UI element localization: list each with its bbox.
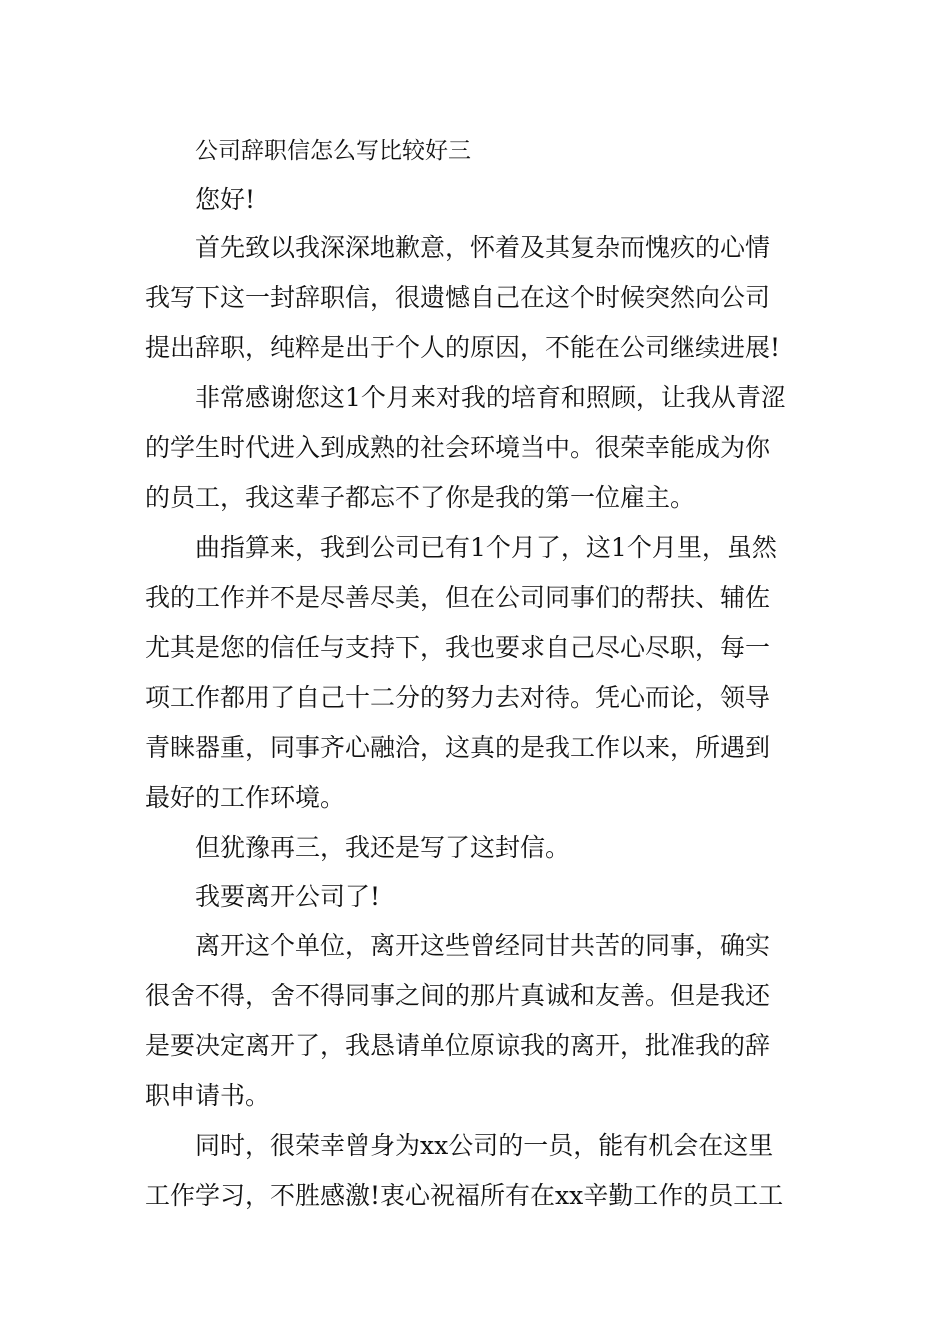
paragraph-line: 很舍不得，舍不得同事之间的那片真诚和友善。但是我还 [145, 981, 771, 1010]
paragraph-line: 我写下这一封辞职信，很遗憾自己在这个时候突然向公司 [145, 283, 771, 312]
paragraph-line: 离开这个单位，离开这些曾经同甘共苦的同事，确实 [195, 931, 771, 960]
paragraph-line: 曲指算来，我到公司已有1个月了，这1个月里，虽然 [195, 533, 777, 562]
paragraph-line: 提出辞职，纯粹是出于个人的原因，不能在公司继续进展! [145, 333, 781, 362]
paragraph-line: 是要决定离开了，我恳请单位原谅我的离开，批准我的辞 [145, 1031, 771, 1060]
paragraph-line: 同时，很荣幸曾身为xx公司的一员，能有机会在这里 [195, 1131, 774, 1160]
paragraph-line: 非常感谢您这1个月来对我的培育和照顾，让我从青涩 [195, 383, 786, 412]
paragraph-line: 尤其是您的信任与支持下，我也要求自己尽心尽职，每一 [145, 633, 771, 662]
paragraph-line: 职申请书。 [145, 1081, 271, 1110]
paragraph-line: 青睐器重，同事齐心融洽，这真的是我工作以来，所遇到 [145, 733, 771, 762]
paragraph-line: 工作学习，不胜感激!衷心祝福所有在xx辛勤工作的员工工 [145, 1181, 784, 1210]
paragraph-line: 我的工作并不是尽善尽美，但在公司同事们的帮扶、辅佐 [145, 583, 771, 612]
paragraph-line: 我要离开公司了! [195, 882, 381, 911]
paragraph-line: 项工作都用了自己十二分的努力去对待。凭心而论，领导 [145, 683, 771, 712]
greeting: 您好! [195, 185, 256, 214]
paragraph-line: 首先致以我深深地歉意，怀着及其复杂而愧疚的心情 [195, 233, 771, 262]
document-title: 公司辞职信怎么写比较好三 [195, 138, 471, 164]
paragraph-line: 的员工，我这辈子都忘不了你是我的第一位雇主。 [145, 483, 696, 512]
paragraph-line: 但犹豫再三，我还是写了这封信。 [195, 833, 571, 862]
paragraph-line: 的学生时代进入到成熟的社会环境当中。很荣幸能成为你 [145, 433, 771, 462]
paragraph-line: 最好的工作环境。 [145, 783, 346, 812]
